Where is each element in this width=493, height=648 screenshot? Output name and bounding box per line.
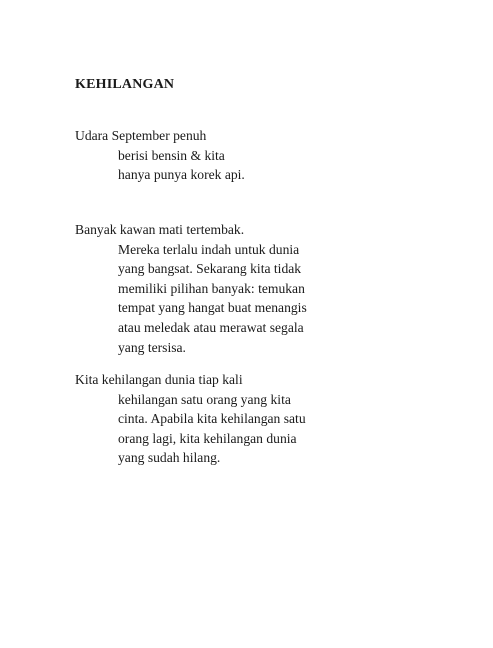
poem-line: atau meledak atau merawat segala [118, 319, 304, 335]
poem-line: Banyak kawan mati tertembak. [75, 222, 245, 237]
poem-title: KEHILANGAN [75, 77, 175, 92]
poem-line: orang lagi, kita kehilangan dunia [118, 430, 297, 446]
poem-line: yang sudah hilang. [118, 450, 221, 466]
poem-line: hanya punya korek api. [118, 167, 245, 183]
stanza-2 [75, 220, 455, 357]
poem-line: yang bangsat. Sekarang kita tidak [118, 261, 302, 277]
poem-line: Kita kehilangan dunia tiap kali [75, 372, 243, 387]
poem-line: berisi bensin & kita [118, 147, 225, 163]
poem-line: memiliki pilihan banyak: temukan [118, 280, 305, 296]
poem-line: yang tersisa. [118, 339, 186, 355]
stanza-3 [75, 370, 455, 468]
poem-line: tempat yang hangat buat menangis [118, 300, 307, 316]
poem-line: cinta. Apabila kita kehilangan satu [118, 411, 306, 427]
poem-line: Mereka terlalu indah untuk dunia [118, 241, 300, 257]
stanza-1 [75, 126, 455, 185]
poem-line: kehilangan satu orang yang kita [118, 391, 291, 407]
poem-line: Udara September penuh [75, 128, 207, 143]
